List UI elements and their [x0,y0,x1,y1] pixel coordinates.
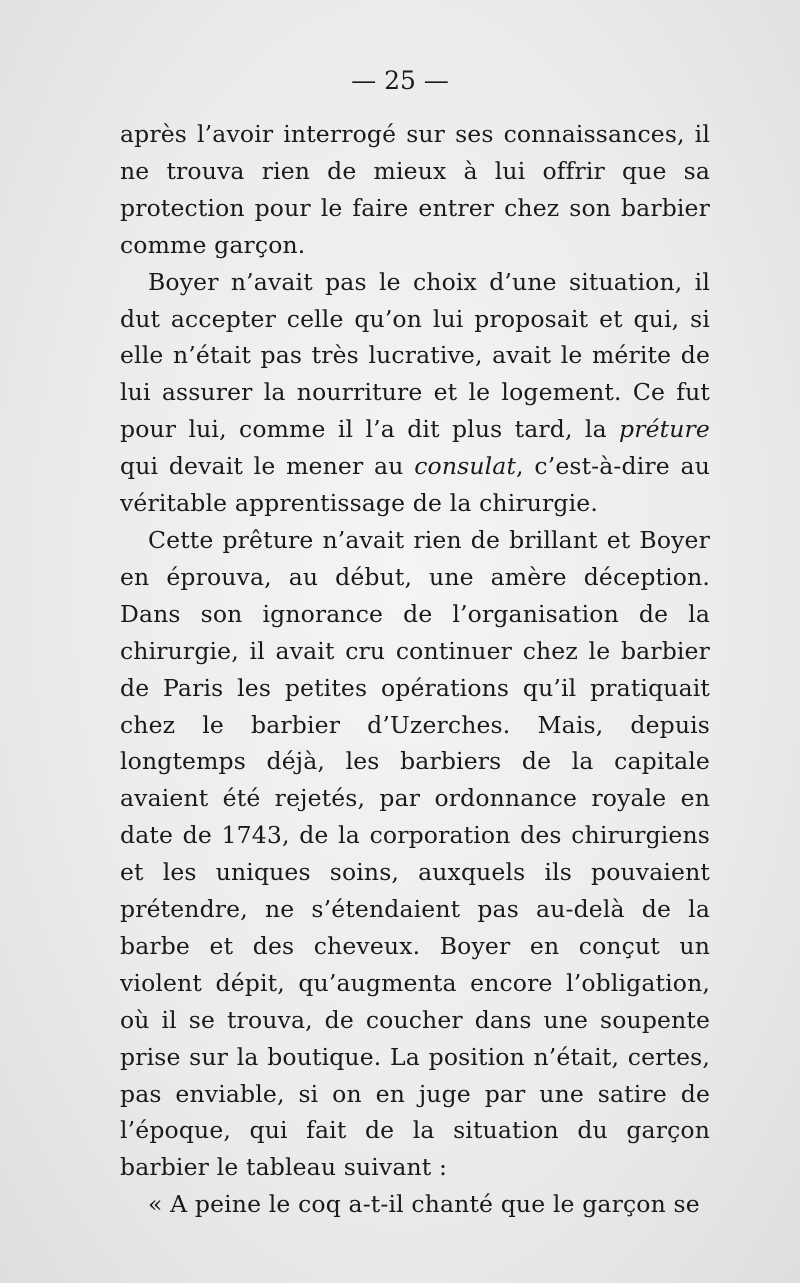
page-number: — 25 — [351,66,449,95]
text-run: « A peine le coq a-t-il chanté que le garçon se [148,1190,700,1219]
paragraph-p4 [120,1186,710,1223]
text-run: , c’est-à-dire au véritable apprentissage de la chirurgie. [120,452,710,518]
italic-term: préture [619,415,710,444]
text-run: qui devait le mener au [120,452,415,481]
italic-term: consulat [414,452,517,481]
text-run: Cette prêture n’avait rien de brillant et Boyer en éprouva, au début, une amère déception. Dans son ignorance de l’organisation de la chirurgie, il avait cru continuer chez le barbier de Paris les petites opérations qu’il pratiquait chez le barbier d’Uzerches. Mais, depuis longtemps déjà, les barbiers de la capitale avaient été rejetés, par ordonnance royale en date de 1743, de la corporation des chirurgiens et les uniques soins, auxquels ils pouvaient prétendre, ne s’étendaient pas au-delà de la barbe et des cheveux. Boyer en conçut un violent dépit, qu’augmenta encore l’obligation, où il se trouva, de coucher dans une soupente prise sur la boutique. La position n’était, certes, pas enviable, si on en juge par une satire de l’époque, qui fait de la situation du garçon barbier le tableau suivant : [120,525,710,1182]
paragraph-p2 [120,264,710,522]
paragraph-p1 [120,116,710,264]
text-run: après l’avoir interrogé sur ses connaissances, il ne trouva rien de mieux à lui offrir que sa protection pour le faire entrer chez son barbier comme garçon. [120,120,710,259]
body-text [120,116,710,1223]
text-run: Boyer n’avait pas le choix d’une situation, il dut accepter celle qu’on lui proposait et qui, si elle n’était pas très lucrative, avait le mérite de lui assurer la nourriture et le logement. Ce fut pour lui, comme il l’a dit plus tard, la [120,267,710,444]
paragraph-p3 [120,522,710,1186]
